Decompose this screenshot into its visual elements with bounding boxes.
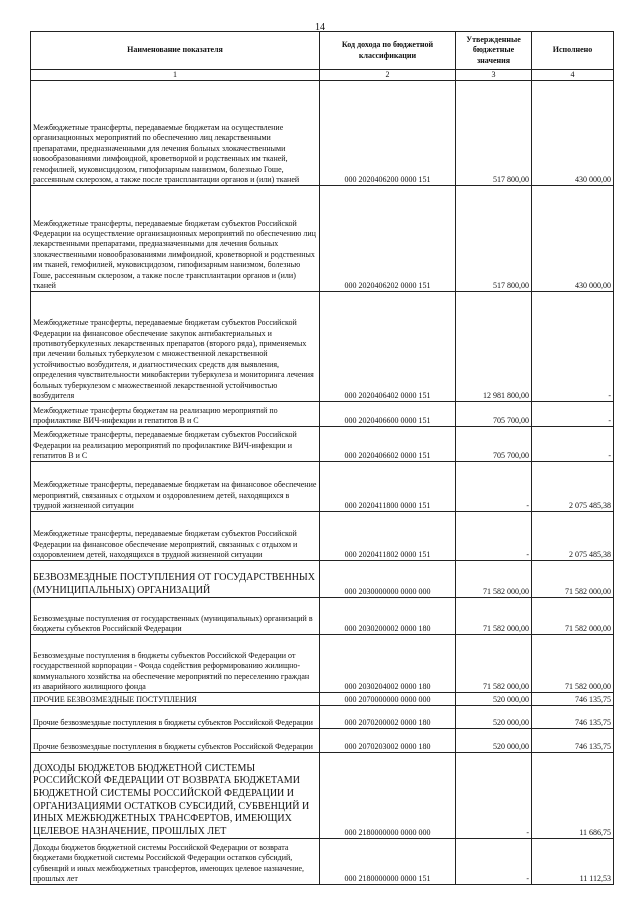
row-approved: 12 981 800,00 — [456, 292, 532, 402]
table-row — [31, 292, 614, 402]
table-row — [31, 402, 614, 427]
row-approved: 517 800,00 — [456, 81, 532, 186]
row-code: 000 2070203002 0000 180 — [320, 729, 456, 753]
row-name: БЕЗВОЗМЕЗДНЫЕ ПОСТУПЛЕНИЯ ОТ ГОСУДАРСТВЕННЫХ (МУНИЦИПАЛЬНЫХ) ОРГАНИЗАЦИЙ — [31, 561, 320, 598]
table-row — [31, 81, 614, 186]
header-row — [31, 32, 614, 70]
table-row — [31, 427, 614, 462]
row-code: 000 2020406202 0000 151 — [320, 186, 456, 292]
table-row — [31, 186, 614, 292]
row-approved: 520 000,00 — [456, 693, 532, 706]
row-name: Межбюджетные трансферты, передаваемые бюджетам субъектов Российской Федерации на осуществление организационных мероприятий по обеспечению лиц лекарственными препаратами, предназначенными для лечения больных злокачественными новообразованиями лимфоидной, кроветворной и родственных им тканей, гемофилией, муковисцидозом, гипофизарным нанизмом, болезнью Гоше, рассеянным склерозом, а также после трансплантации органов и (или) тканей — [31, 186, 320, 292]
row-executed: 2 075 485,38 — [532, 512, 614, 561]
row-code: 000 2070200002 0000 180 — [320, 706, 456, 729]
row-executed: 11 112,53 — [532, 839, 614, 885]
table-row — [31, 706, 614, 729]
revenue-table — [30, 31, 614, 885]
table-row — [31, 753, 614, 839]
row-executed: 71 582 000,00 — [532, 561, 614, 598]
row-name: ПРОЧИЕ БЕЗВОЗМЕЗДНЫЕ ПОСТУПЛЕНИЯ — [31, 693, 320, 706]
row-name: Безвозмездные поступления в бюджеты субъектов Российской Федерации от государственной корпорации - Фонда содействия реформированию жилищно-коммунального хозяйства на обеспечение мероприятий по переселению граждан из аварийного жилищного фонда — [31, 635, 320, 693]
row-executed: 430 000,00 — [532, 186, 614, 292]
header-approved: Утвержденные бюджетные значения — [456, 32, 532, 70]
row-code: 000 2020406402 0000 151 — [320, 292, 456, 402]
row-code: 000 2020411802 0000 151 — [320, 512, 456, 561]
row-executed: - — [532, 402, 614, 427]
row-executed: 11 686,75 — [532, 753, 614, 839]
row-name: Межбюджетные трансферты, передаваемые бюджетам субъектов Российской Федерации на финансовое обеспечение закупок антибактериальных и противотуберкулезных лекарственных препаратов (второго ряда), применяемых при лечении больных туберкулезом с множественной лекарственной устойчивостью возбудителя, и диагностических средств для выявления, определения чувствительности микобактерии туберкулеза и мониторинга лечения больных туберкулезом с множественной лекарственной устойчивостью возбудителя — [31, 292, 320, 402]
row-name: Межбюджетные трансферты, передаваемые бюджетам субъектов Российской Федерации на реализацию мероприятий по профилактике ВИЧ-инфекции и гепатитов B и C — [31, 427, 320, 462]
row-executed: 430 000,00 — [532, 81, 614, 186]
column-number: 4 — [532, 70, 614, 81]
row-code: 000 2020406600 0000 151 — [320, 402, 456, 427]
table-row — [31, 693, 614, 706]
row-approved: 71 582 000,00 — [456, 635, 532, 693]
row-approved: - — [456, 839, 532, 885]
row-executed: 746 135,75 — [532, 693, 614, 706]
row-approved: 705 700,00 — [456, 427, 532, 462]
row-executed: - — [532, 292, 614, 402]
row-name: Межбюджетные трансферты бюджетам на реализацию мероприятий по профилактике ВИЧ-инфекции и гепатитов B и C — [31, 402, 320, 427]
table-row — [31, 462, 614, 512]
row-name: Прочие безвозмездные поступления в бюджеты субъектов Российской Федерации — [31, 706, 320, 729]
row-approved: 71 582 000,00 — [456, 561, 532, 598]
table-row — [31, 561, 614, 598]
row-name: Межбюджетные трансферты, передаваемые бюджетам на финансовое обеспечение мероприятий, связанных с отдыхом и оздоровлением детей, находящихся в трудной жизненной ситуации — [31, 462, 320, 512]
row-executed: - — [532, 427, 614, 462]
row-approved: 517 800,00 — [456, 186, 532, 292]
row-name: Межбюджетные трансферты, передаваемые бюджетам субъектов Российской Федерации на финансовое обеспечение мероприятий, связанных с отдыхом и оздоровлением детей, находящихся в трудной жизненной ситуации — [31, 512, 320, 561]
row-approved: - — [456, 753, 532, 839]
column-number: 1 — [31, 70, 320, 81]
row-code: 000 2030204002 0000 180 — [320, 635, 456, 693]
row-name: Безвозмездные поступления от государственных (муниципальных) организаций в бюджеты субъектов Российской Федерации — [31, 598, 320, 635]
table-row — [31, 512, 614, 561]
row-name: Доходы бюджетов бюджетной системы Российской Федерации от возврата бюджетами бюджетной системы Российской Федерации остатков субсидий, субвенций и иных межбюджетных трансфертов, имеющих целевое назначение, прошлых лет — [31, 839, 320, 885]
table-row — [31, 635, 614, 693]
row-approved: 71 582 000,00 — [456, 598, 532, 635]
row-executed: 746 135,75 — [532, 706, 614, 729]
column-number: 3 — [456, 70, 532, 81]
table-row — [31, 729, 614, 753]
row-code: 000 2020411800 0000 151 — [320, 462, 456, 512]
row-name: ДОХОДЫ БЮДЖЕТОВ БЮДЖЕТНОЙ СИСТЕМЫ РОССИЙСКОЙ ФЕДЕРАЦИИ ОТ ВОЗВРАТА БЮДЖЕТАМИ БЮДЖЕТНОЙ СИСТЕМЫ РОССИЙСКОЙ ФЕДЕРАЦИИ И ОРГАНИЗАЦИЯМИ ОСТАТКОВ СУБСИДИЙ, СУБВЕНЦИЙ И ИНЫХ МЕЖБЮДЖЕТНЫХ ТРАНСФЕРТОВ, ИМЕЮЩИХ ЦЕЛЕВОЕ НАЗНАЧЕНИЕ, ПРОШЛЫХ ЛЕТ — [31, 753, 320, 839]
row-name: Прочие безвозмездные поступления в бюджеты субъектов Российской Федерации — [31, 729, 320, 753]
table-row — [31, 839, 614, 885]
row-code: 000 2020406602 0000 151 — [320, 427, 456, 462]
row-code: 000 2020406200 0000 151 — [320, 81, 456, 186]
column-number: 2 — [320, 70, 456, 81]
row-code: 000 2180000000 0000 000 — [320, 753, 456, 839]
row-name: Межбюджетные трансферты, передаваемые бюджетам на осуществление организационных мероприятий по обеспечению лиц лекарственными препаратами, предназначенными для лечения больных злокачественными новообразованиями лимфоидной, кроветворной и родственных им тканей, гемофилией, муковисцидозом, гипофизарным нанизмом, болезнью Гоше, рассеянным склерозом, а также после трансплантации органов и (или) тканей — [31, 81, 320, 186]
row-approved: - — [456, 462, 532, 512]
column-numbers-row — [31, 70, 614, 81]
row-approved: 705 700,00 — [456, 402, 532, 427]
header-executed: Исполнено — [532, 32, 614, 70]
row-executed: 71 582 000,00 — [532, 598, 614, 635]
row-executed: 746 135,75 — [532, 729, 614, 753]
header-name: Наименование показателя — [31, 32, 320, 70]
row-approved: 520 000,00 — [456, 729, 532, 753]
row-code: 000 2180000000 0000 151 — [320, 839, 456, 885]
row-code: 000 2030200002 0000 180 — [320, 598, 456, 635]
row-approved: - — [456, 512, 532, 561]
row-code: 000 2070000000 0000 000 — [320, 693, 456, 706]
table-row — [31, 598, 614, 635]
row-approved: 520 000,00 — [456, 706, 532, 729]
page-number: 14 — [315, 22, 325, 33]
header-code: Код дохода по бюджетной классификации — [320, 32, 456, 70]
row-executed: 71 582 000,00 — [532, 635, 614, 693]
row-code: 000 2030000000 0000 000 — [320, 561, 456, 598]
row-executed: 2 075 485,38 — [532, 462, 614, 512]
